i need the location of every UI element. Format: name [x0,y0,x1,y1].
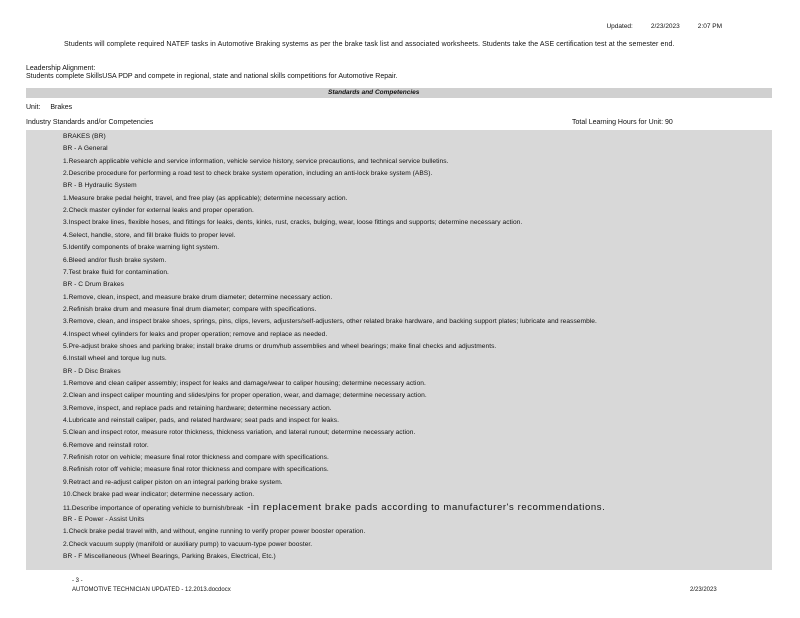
updated-date: 2/23/2023 [650,23,680,30]
list-item [26,144,772,153]
list-item-text [63,379,426,388]
list-item-label: BR - E Power - Assist Units [63,515,145,523]
list-item [26,465,772,474]
list-item-label: BRAKES (BR) [63,133,106,140]
list-item [26,342,772,351]
list-item-label: BR - A General [63,145,108,153]
list-item [26,218,772,227]
list-item [26,416,772,425]
list-item [26,428,772,437]
list-item [26,181,772,190]
list-item-label: 6.Install wheel and torque lug nuts. [63,355,167,363]
list-item [26,194,772,203]
list-item-label: BR - C Drum Brakes [63,281,124,289]
list-item [26,330,772,339]
list-item-label: 2.Check master cylinder for external leaks and proper operation. [63,207,254,215]
list-item-text [63,169,432,178]
list-item-text [63,540,312,549]
list-item-label: 4.Select, handle, store, and fill brake fluids to proper level. [63,231,236,239]
column-header [26,119,772,126]
list-item [26,231,772,240]
list-item-text [63,317,597,326]
list-item [26,490,772,499]
list-item [26,169,772,178]
list-item-text [63,441,149,450]
list-item-label: 2.Refinish brake drum and measure final drum diameter; compare with specifications. [63,305,317,313]
list-item-text [63,527,365,536]
list-item-text [63,478,283,487]
list-item-text [63,342,496,351]
list-item-label: 7.Refinish rotor on vehicle; measure final rotor thickness and compare with specifications. [63,454,329,462]
list-item [26,503,772,512]
list-item-text [63,490,254,499]
column-right: Total Learning Hours for Unit: 90 [572,119,673,126]
leadership-label: Leadership Alignment: [26,65,96,72]
leadership-text: Students complete SkillsUSA PDP and compete in regional, state and national skills competitions for Automotive Repair. [26,73,398,80]
list-item-text [63,194,347,203]
list-item [26,243,772,252]
column-left: Industry Standards and/or Competencies [26,119,154,126]
list-item-text [63,367,121,376]
list-item-label: 6.Bleed and/or flush brake system. [63,256,167,264]
list-item-label: 1.Check brake pedal travel with, and without, engine running to verify proper power booster operation. [63,528,366,536]
list-item [26,478,772,487]
intro-paragraph: Students will complete required NATEF tasks in Automotive Braking systems as per the brake task list and associated worksheets. Students take the ASE certification test at the semester end. [64,41,675,48]
list-item-text [63,218,522,227]
competency-list [26,130,772,570]
standards-label: Standards and Competencies [328,89,420,96]
list-item [26,453,772,462]
list-item-text [63,256,166,265]
list-item [26,293,772,302]
list-item-label: 4.Inspect wheel cylinders for leaks and proper operation; remove and replace as needed. [63,330,328,338]
list-item-label: 1.Remove and clean caliper assembly; inspect for leaks and damage/wear to caliper housing; determine necessary action. [63,380,426,387]
list-item-text [63,268,169,277]
list-item-text [63,132,106,141]
list-item-label: 8.Refinish rotor off vehicle; measure final rotor thickness and compare with specifications. [63,466,329,474]
list-item [26,280,772,289]
list-item [26,540,772,549]
list-item-label: BR - B Hydraulic System [63,182,137,190]
updated-label: Updated: [606,23,633,30]
list-item-continuation: -in replacement brake pads according to manufacturer's recommendations. [247,501,606,513]
updated-time: 2:07 PM [697,23,722,30]
list-item [26,206,772,215]
list-item-text [63,453,329,462]
list-item-text [63,330,327,339]
list-item [26,552,772,561]
list-item-label: 3.Remove, inspect, and replace pads and retaining hardware; determine necessary action. [63,404,332,412]
list-item [26,354,772,363]
list-item [26,317,772,326]
list-item-text [63,181,137,190]
list-item-label: 10.Check brake pad wear indicator; determine necessary action. [63,491,255,499]
footer-date: 2/23/2023 [690,587,717,593]
list-item-text [63,354,167,363]
list-item [26,391,772,400]
list-item-label: 2.Clean and inspect caliper mounting and slides/pins for proper operation, wear, and damage; determine necessary action. [63,392,427,400]
footer-page: - 3 - [72,578,83,584]
list-item-text [63,552,276,561]
list-item [26,527,772,536]
list-item-text [63,305,316,314]
list-item [26,379,772,388]
list-item-label: 2.Describe procedure for performing a road test to check brake system operation, including an anti-lock brake system (ABS). [63,170,433,178]
list-item-text [63,515,144,524]
footer-program: AUTOMOTIVE TECHNICIAN UPDATED - 12.2013.docdocx [72,587,231,593]
unit-line [26,104,72,111]
list-item-label: 2.Check vacuum supply (manifold or auxiliary pump) to vacuum-type power booster. [63,540,313,548]
list-item-text [63,404,332,413]
list-item-text [63,503,605,513]
list-item [26,268,772,277]
list-item-label: 5.Pre-adjust brake shoes and parking brake; install brake drums or drum/hub assemblies and wheel bearings; make final checks and adjustments. [63,342,497,350]
list-item-label: 1.Remove, clean, inspect, and measure brake drum diameter; determine necessary action. [63,293,333,301]
list-item-text [63,144,108,153]
list-item-text [63,231,235,240]
list-item [26,132,772,141]
list-item-text [63,293,332,302]
list-item-text [63,206,254,215]
list-item [26,441,772,450]
standards-bar [26,88,772,98]
list-item [26,367,772,376]
unit-label: Unit: [26,104,41,111]
list-item [26,515,772,524]
list-item-label: 1.Research applicable vehicle and service information, vehicle service history, service precautions, and technical service bulletins. [63,157,449,165]
list-item-label: 5.Clean and inspect rotor, measure rotor thickness, thickness variation, and lateral runout; determine necessary action. [63,429,416,437]
list-item-label: 5.Identify components of brake warning light system. [63,244,220,252]
list-item-text [63,465,329,474]
list-item [26,157,772,166]
list-item-text [63,416,339,425]
list-item-label: 9.Retract and re-adjust caliper piston on an integral parking brake system. [63,478,283,486]
list-item [26,404,772,413]
list-item-label: 4.Lubricate and reinstall caliper, pads, and related hardware; seat pads and inspect for leaks. [63,417,339,425]
list-item-label: 6.Remove and reinstall rotor. [63,441,149,449]
updated-stamp [606,23,722,30]
list-item-label: BR - F Miscellaneous (Wheel Bearings, Parking Brakes, Electrical, Etc.) [63,552,276,560]
list-item-label: 3.Remove, clean, and inspect brake shoes, springs, pins, clips, levers, adjusters/self-adjusters, other related brake hardware, and backing support plates; lubricate and reassemble. [63,318,597,326]
list-item-text [63,243,219,252]
list-item-text [63,391,427,400]
list-item-text [63,280,124,289]
list-item-text [63,157,449,166]
list-item [26,256,772,265]
list-item-label: 11.Describe importance of operating vehicle to burnish/break [63,504,244,512]
list-item-label: 3.Inspect brake lines, flexible hoses, and fittings for leaks, dents, kinks, rust, cracks, bulging, wear, loose fittings and supports; determine necessary action. [63,219,523,227]
unit-value: Brakes [50,104,73,111]
list-item [26,305,772,314]
list-item-text [63,428,415,437]
list-item-label: 1.Measure brake pedal height, travel, and free play (as applicable); determine necessary action. [63,194,348,202]
list-item-label: BR - D Disc Brakes [63,367,121,375]
list-item-label: 7.Test brake fluid for contamination. [63,268,169,276]
